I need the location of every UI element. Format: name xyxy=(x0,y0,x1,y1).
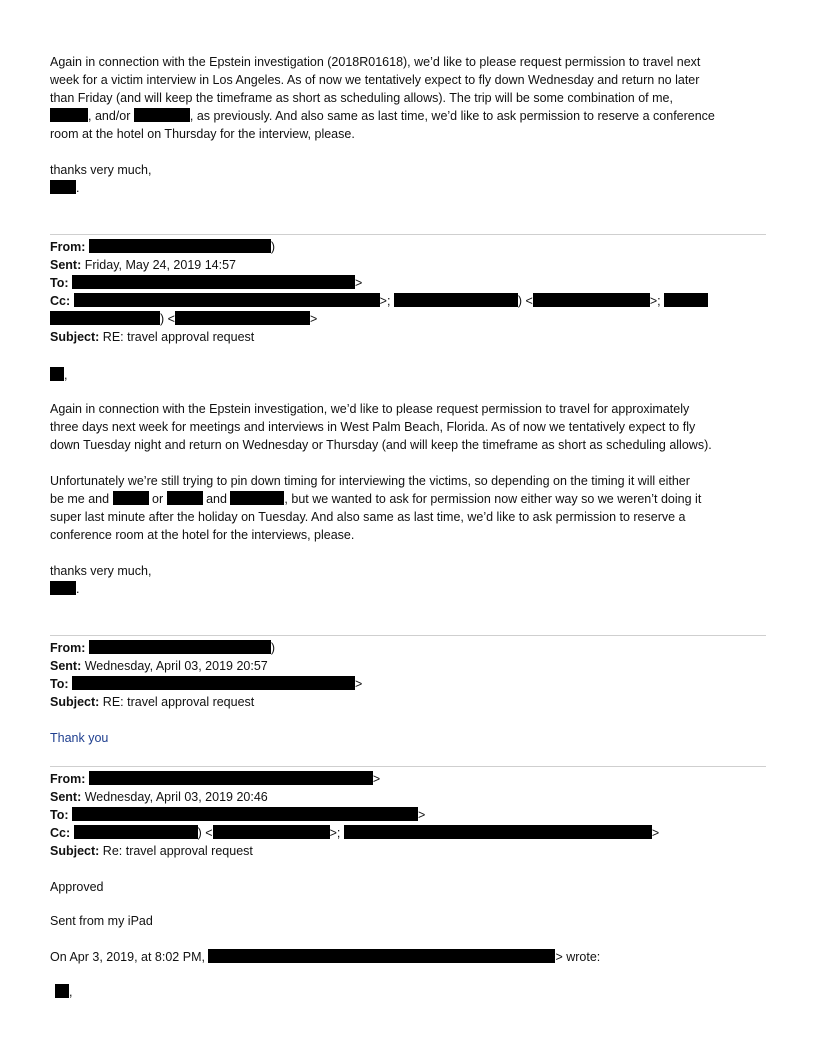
header1-cc: Cc: >; ) < >; xyxy=(50,292,766,310)
redaction-box xyxy=(134,108,190,122)
redaction-box xyxy=(74,293,380,307)
header1-to: To: > xyxy=(50,276,363,290)
email1-line-1: Again in connection with the Epstein investigation (2018R01618), we’d like to please request permission to travel next xyxy=(50,55,701,69)
redaction-box xyxy=(208,949,555,963)
header2-from: From: ) xyxy=(50,641,276,655)
redaction-box xyxy=(167,491,203,505)
email1-line-4: , and/or , as previously. And also same as last time, we’d like to ask permission to reserve a conference xyxy=(50,107,766,125)
header3-from: From: > xyxy=(50,772,381,786)
header3-sent: Sent: Wednesday, April 03, 2019 20:46 xyxy=(50,790,268,804)
redaction-box xyxy=(533,293,650,307)
email1-line-5: room at the hotel on Thursday for the interview, please. xyxy=(50,127,355,141)
email1-signoff: thanks very much, . xyxy=(50,161,766,197)
redaction-box xyxy=(55,984,69,998)
redaction-box xyxy=(344,825,652,839)
approved-text: Approved xyxy=(50,880,104,894)
header2-to: To: > xyxy=(50,677,363,691)
email1-signature: . xyxy=(50,179,766,197)
divider xyxy=(50,766,766,767)
redaction-box xyxy=(394,293,518,307)
header1-sent: Sent: Friday, May 24, 2019 14:57 xyxy=(50,258,236,272)
header1-cc-cont: ) < > xyxy=(50,310,766,328)
header3-subject: Subject: Re: travel approval request xyxy=(50,844,253,858)
email2-greeting: , xyxy=(50,366,766,384)
quoted-greeting: , xyxy=(55,983,771,1001)
email-header-2 xyxy=(50,639,766,711)
header1-subject: Subject: RE: travel approval request xyxy=(50,330,255,344)
redaction-box xyxy=(113,491,149,505)
email2-signoff: thanks very much, . xyxy=(50,562,766,598)
redaction-box xyxy=(175,311,310,325)
email-document xyxy=(50,0,766,1056)
redaction-box xyxy=(74,825,198,839)
email2-paragraph-1: Again in connection with the Epstein investigation, we’d like to please request permission to travel for approximately three days next week for meetings and interviews in West Palm Beach, Florida. As of now we tentatively expect to fly down Tuesday night and return on Wednesday or Thursday (and will keep the timeframe as short as scheduling allows). xyxy=(50,402,712,452)
redaction-box xyxy=(664,293,708,307)
redaction-box xyxy=(50,180,76,194)
redaction-box xyxy=(89,640,271,654)
divider xyxy=(50,234,766,235)
sent-from-ipad: Sent from my iPad xyxy=(50,914,153,928)
email1-body xyxy=(50,53,766,143)
header2-sent: Sent: Wednesday, April 03, 2019 20:57 xyxy=(50,659,268,673)
email1-line-3: than Friday (and will keep the timeframe as short as scheduling allows). The trip will be some combination of me, xyxy=(50,91,673,105)
email1-line-2: week for a victim interview in Los Angeles. As of now we tentatively expect to fly down Wednesday and return no later xyxy=(50,73,700,87)
reply-thank-you: Thank you xyxy=(50,731,109,745)
redaction-box xyxy=(50,581,76,595)
redaction-box xyxy=(50,367,64,381)
header3-to: To: > xyxy=(50,808,426,822)
quote-attribution: On Apr 3, 2019, at 8:02 PM, > wrote: xyxy=(50,950,601,964)
redaction-box xyxy=(50,311,160,325)
header1-from: From: ) xyxy=(50,240,276,254)
redaction-box xyxy=(213,825,330,839)
divider xyxy=(50,635,766,636)
email2-paragraph-2: Unfortunately we’re still trying to pin down timing for interviewing the victims, so depending on the timing it will either be me and or and , but we wanted to ask for permission now either way so we weren’t doing it super last minute after the holiday on Tuesday. And also same as last time, we’d like to ask permission to reserve a conference room at the hotel for the interviews, please. xyxy=(50,474,702,542)
header2-subject: Subject: RE: travel approval request xyxy=(50,695,255,709)
header3-cc: Cc: ) < >; > xyxy=(50,826,660,840)
redaction-box xyxy=(89,771,373,785)
redaction-box xyxy=(72,275,355,289)
email-header-3 xyxy=(50,770,766,860)
redaction-box xyxy=(72,676,355,690)
email2-signature: . xyxy=(50,580,766,598)
redaction-box xyxy=(230,491,284,505)
email-header-1 xyxy=(50,238,766,346)
redaction-box xyxy=(72,807,418,821)
redaction-box xyxy=(89,239,271,253)
redaction-box xyxy=(50,108,88,122)
